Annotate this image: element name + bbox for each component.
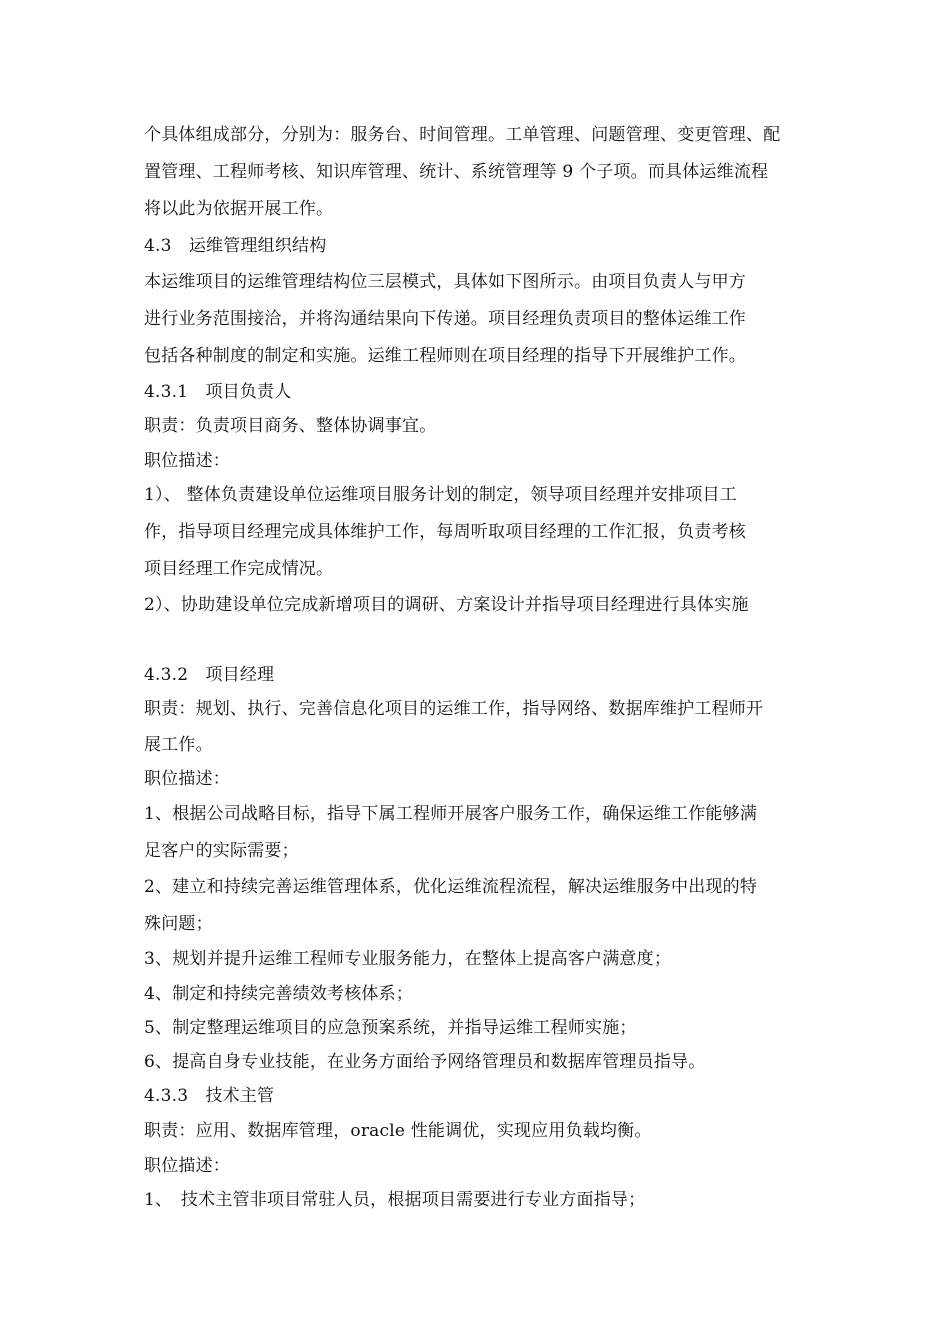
subsection-heading: 4.3.1 项目负责人 [144,382,292,402]
body-text-line: 殊问题； [144,914,213,934]
body-text-line: 职责：应用、数据库管理，oracle 性能调优，实现应用负载均衡。 [144,1121,652,1141]
body-text-line: 置管理、工程师考核、知识库管理、统计、系统管理等 9 个子项。而具体运维流程 [144,162,769,182]
body-text-line: 4、制定和持续完善绩效考核体系； [144,984,414,1004]
body-text-line: 1）、 整体负责建设单位运维项目服务计划的制定，领导项目经理并安排项目工 [144,485,737,505]
body-text-line: 项目经理工作完成情况。 [144,559,334,579]
subsection-heading: 4.3.3 技术主管 [144,1086,275,1106]
body-text-line: 个具体组成部分，分别为：服务台、时间管理。工单管理、问题管理、变更管理、配 [144,125,781,145]
section-heading: 4.3 运维管理组织结构 [144,236,327,256]
body-text-line: 职位描述： [144,769,230,789]
subsection-heading: 4.3.2 项目经理 [144,665,275,685]
body-text-line: 将以此为依据开展工作。 [144,199,334,219]
body-text-line: 1、根据公司战略目标，指导下属工程师开展客户服务工作，确保运维工作能够满 [144,804,758,824]
body-text-line: 2、建立和持续完善运维管理体系，优化运维流程流程，解决运维服务中出现的特 [144,877,758,897]
body-text-line: 本运维项目的运维管理结构位三层模式，具体如下图所示。由项目负责人与甲方 [144,272,746,292]
body-text-line: 2）、协助建设单位完成新增项目的调研、方案设计并指导项目经理进行具体实施 [144,595,749,615]
body-text-line: 1、 技术主管非项目常驻人员，根据项目需要进行专业方面指导； [144,1190,646,1210]
body-text-line: 职责：负责项目商务、整体协调事宜。 [144,416,437,436]
body-text-line: 职位描述： [144,451,230,471]
body-text-line: 职位描述： [144,1156,230,1176]
body-text-line: 作，指导项目经理完成具体维护工作，每周听取项目经理的工作汇报，负责考核 [144,522,746,542]
body-text-line: 展工作。 [144,735,213,755]
body-text-line: 足客户的实际需要； [144,841,299,861]
body-text-line: 5、制定整理运维项目的应急预案系统，并指导运维工程师实施； [144,1018,637,1038]
body-text-line: 包括各种制度的制定和实施。运维工程师则在项目经理的指导下开展维护工作。 [144,346,746,366]
body-text-line: 职责：规划、执行、完善信息化项目的运维工作，指导网络、数据库维护工程师开 [144,699,764,719]
body-text-line: 6、提高自身专业技能，在业务方面给予网络管理员和数据库管理员指导。 [144,1052,706,1072]
body-text-line: 进行业务范围接洽，并将沟通结果向下传递。项目经理负责项目的整体运维工作 [144,309,746,329]
body-text-line: 3、规划并提升运维工程师专业服务能力，在整体上提高客户满意度； [144,949,672,969]
